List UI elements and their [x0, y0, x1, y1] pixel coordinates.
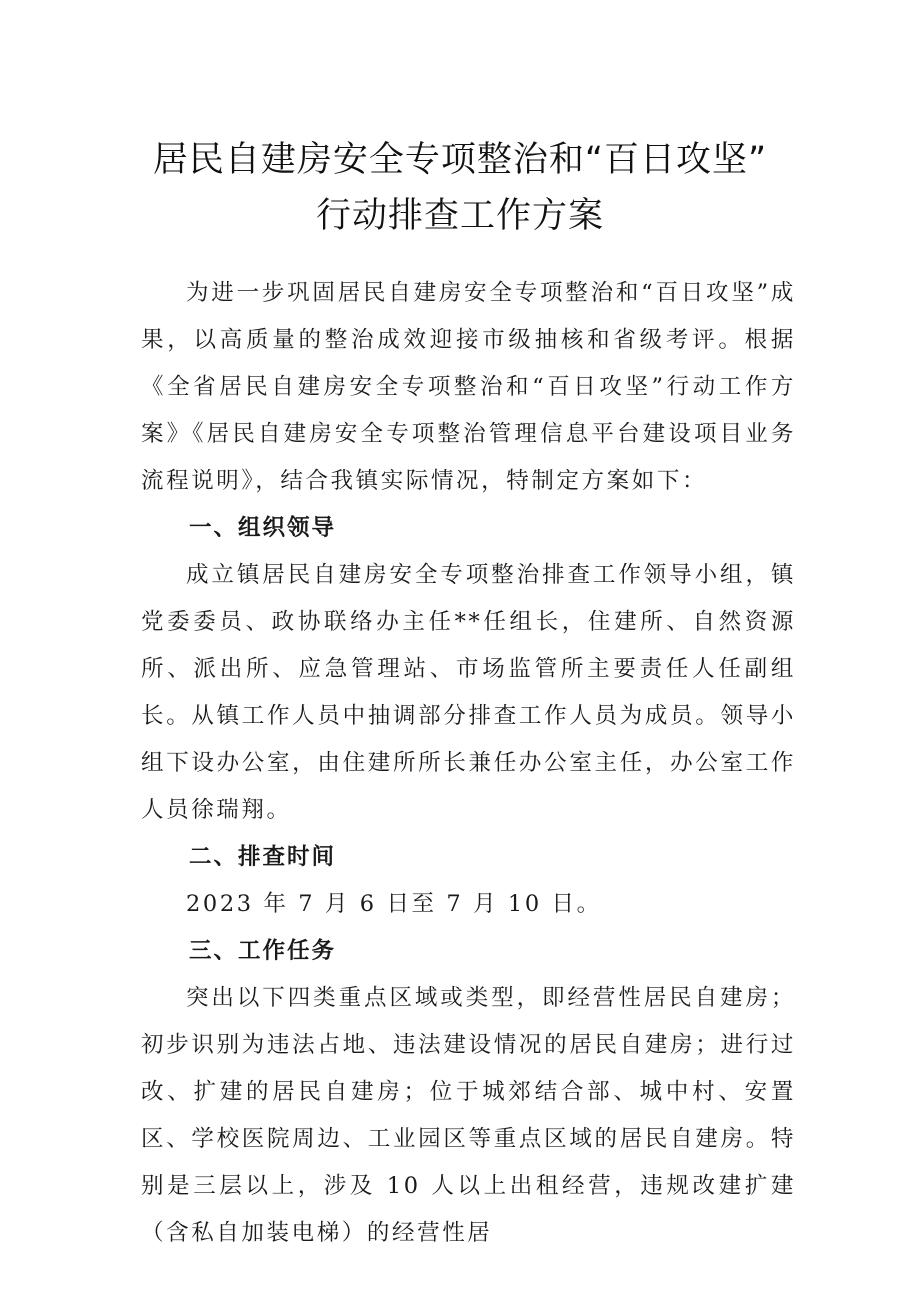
section-heading-schedule: 二、排查时间	[189, 844, 337, 870]
document-body	[141, 270, 796, 1257]
section-text-schedule: 2023 年 7 月 6 日至 7 月 10 日。	[186, 891, 602, 917]
document-title-line-2: 行动排查工作方案	[315, 196, 604, 236]
section-text-organization: 成立镇居民自建房安全专项整治排查工作领导小组，镇党委委员、政协联络办主任**任组长，住建所、自然资源所、派出所、应急管理站、市场监管所主要责任人任副组长。从镇工作人员中抽调部分排查工作人员为成员。领导小组下设办公室，由住建所所长兼任办公室主任，办公室工作人员徐瑞翔。	[141, 562, 796, 823]
section-heading-organization: 一、组织领导	[189, 515, 337, 541]
section-heading-tasks: 三、工作任务	[189, 938, 337, 964]
document-title-line-1: 居民自建房安全专项整治和“百日攻坚”	[152, 140, 768, 180]
intro-paragraph: 为进一步巩固居民自建房安全专项整治和“百日攻坚”成果，以高质量的整治成效迎接市级抽核和省级考评。根据《全省居民自建房安全专项整治和“百日攻坚”行动工作方案》《居民自建房安全专项整治管理信息平台建设项目业务流程说明》，结合我镇实际情况，特制定方案如下：	[141, 280, 796, 494]
section-text-tasks: 突出以下四类重点区域或类型，即经营性居民自建房；初步识别为违法占地、违法建设情况的居民自建房；进行过改、扩建的居民自建房；位于城郊结合部、城中村、安置区、学校医院周边、工业园区等重点区域的居民自建房。特别是三层以上，涉及 10 人以上出租经营，违规改建扩建（含私自加装电梯）的经营性居	[141, 985, 796, 1246]
